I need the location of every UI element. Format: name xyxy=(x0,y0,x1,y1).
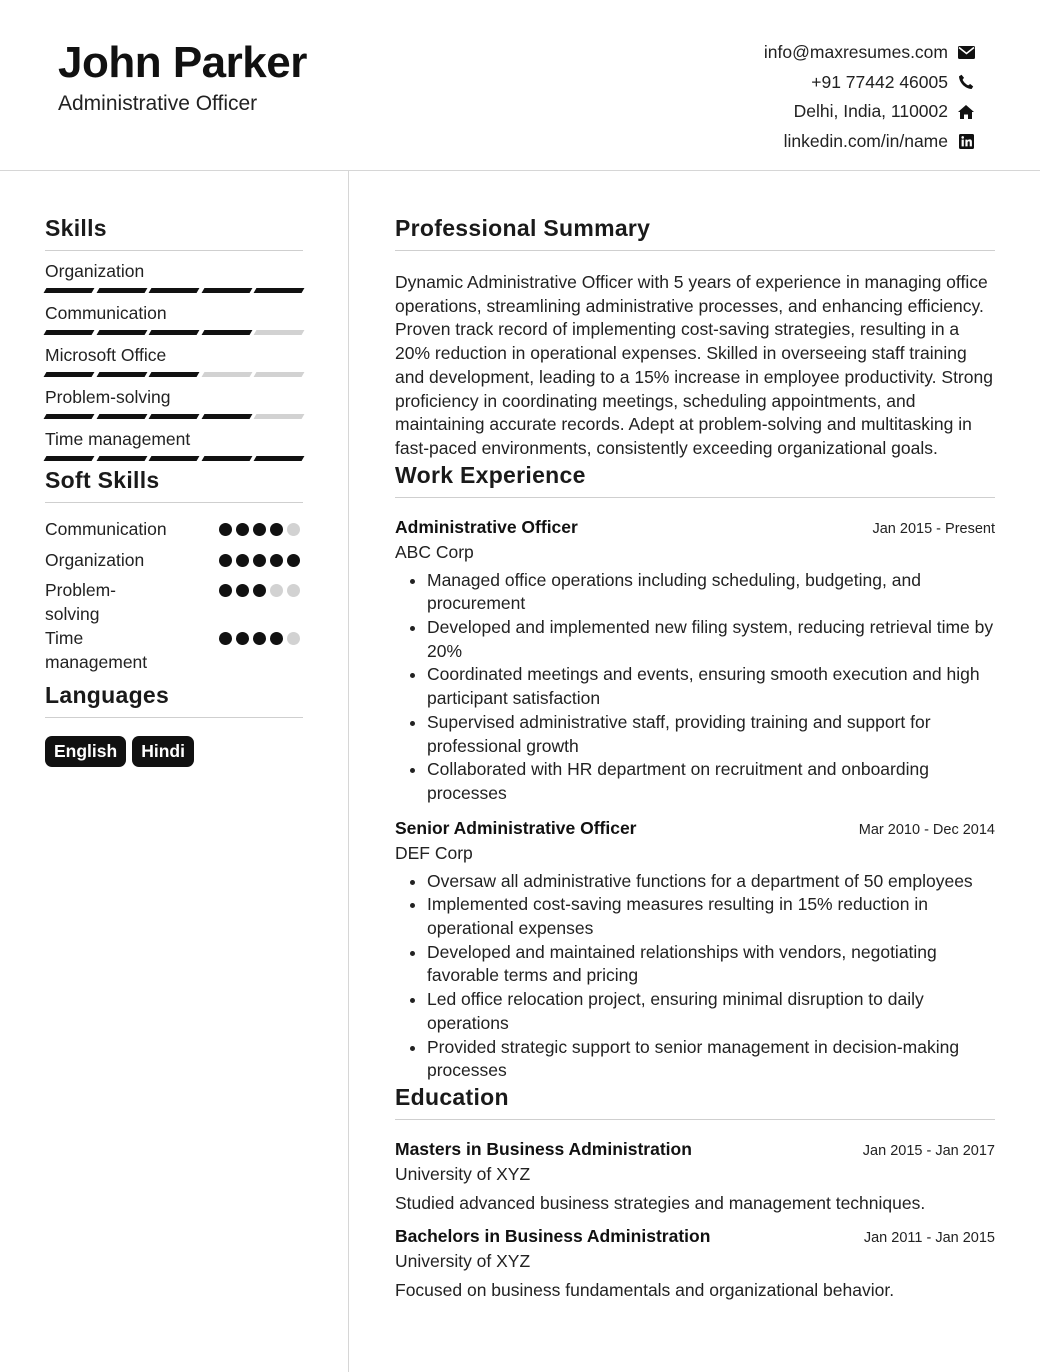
rating-dot xyxy=(236,523,249,536)
rating-dot xyxy=(219,584,232,597)
contact-email-text: info@maxresumes.com xyxy=(763,42,948,63)
rating-dot xyxy=(236,554,249,567)
soft-skills-heading: Soft Skills xyxy=(45,467,303,503)
contact-phone[interactable] xyxy=(764,68,976,98)
rating-dot xyxy=(287,554,300,567)
skill-name: Organization xyxy=(45,261,145,281)
job-entry xyxy=(395,517,995,806)
skill-level-segment xyxy=(254,372,304,377)
soft-skill-name: Time management xyxy=(45,628,148,672)
job-bullet: • Supervised administrative staff, providing training and support for professional growth xyxy=(427,711,995,758)
soft-skills-list xyxy=(45,517,303,674)
skill-name: Time management xyxy=(45,429,191,449)
skill-level-segment xyxy=(149,288,199,293)
skill-level-bar xyxy=(45,330,303,335)
job-title: Senior Administrative Officer xyxy=(395,817,637,838)
linkedin-icon xyxy=(956,134,976,149)
soft-skill-item xyxy=(45,626,303,674)
job-company: DEF Corp xyxy=(395,842,473,863)
skill-level-segment xyxy=(201,414,251,419)
skill-item xyxy=(45,429,303,461)
rating-dot xyxy=(253,523,266,536)
skill-level-segment xyxy=(254,414,304,419)
skill-level-segment xyxy=(44,288,94,293)
rating-dot xyxy=(253,584,266,597)
skill-level-segment xyxy=(96,414,146,419)
skill-level-segment xyxy=(44,456,94,461)
rating-dot xyxy=(287,632,300,645)
skill-item xyxy=(45,387,303,419)
rating-dot xyxy=(219,523,232,536)
skill-level-segment xyxy=(96,330,146,335)
skill-item xyxy=(45,303,303,335)
skill-level-segment xyxy=(201,288,251,293)
skill-level-segment xyxy=(201,372,251,377)
skill-name: Problem-solving xyxy=(45,387,171,407)
job-title: Administrative Officer xyxy=(395,516,578,537)
contact-location xyxy=(764,97,976,127)
skill-level-segment xyxy=(201,456,251,461)
soft-skill-rating xyxy=(219,554,300,567)
job-bullets xyxy=(395,569,995,806)
contact-phone-text: +91 77442 46005 xyxy=(811,71,948,92)
skills-heading: Skills xyxy=(45,215,303,251)
job-bullet: • Managed office operations including scheduling, budgeting, and procurement xyxy=(427,569,995,616)
rating-dot xyxy=(236,584,249,597)
job-bullet: • Implemented cost-saving measures resulting in 15% reduction in operational expenses xyxy=(427,893,995,940)
skill-level-segment xyxy=(44,330,94,335)
rating-dot xyxy=(270,584,283,597)
skill-level-segment xyxy=(201,330,251,335)
candidate-role: Administrative Officer xyxy=(58,92,258,115)
job-entry xyxy=(395,818,995,1083)
languages-list xyxy=(45,736,303,767)
education-date: Jan 2015 - Jan 2017 xyxy=(862,1142,995,1159)
rating-dot xyxy=(253,632,266,645)
experience-heading: Work Experience xyxy=(395,462,995,498)
skill-level-segment xyxy=(254,456,304,461)
job-company: ABC Corp xyxy=(395,541,474,562)
rating-dot xyxy=(236,632,249,645)
skill-item xyxy=(45,345,303,377)
job-bullet: • Developed and maintained relationships with vendors, negotiating favorable terms and pricing xyxy=(427,941,995,988)
soft-skill-rating xyxy=(219,632,300,645)
skill-level-segment xyxy=(44,372,94,377)
education-school: University of XYZ xyxy=(395,1250,531,1271)
contact-location-text: Delhi, India, 110002 xyxy=(793,101,948,122)
soft-skill-name: Problem-solving xyxy=(45,580,116,624)
summary-text: Dynamic Administrative Officer with 5 years of experience in managing office operations, streamlining administrative processes, and enhancing efficiency. Proven track record of implementing cost-saving strategies, resulting in a 20% reduction in operational expenses. Skilled in overseeing staff training and development, leading to a 15% increase in employee productivity. Strong proficiency in coordinating meetings, scheduling appointments, and maintaining accurate records. Adept at problem-solving and multitasking in fast-paced environments, consistently exceeding organizational goals. xyxy=(395,272,993,458)
job-date: Jan 2015 - Present xyxy=(872,520,995,537)
sidebar xyxy=(45,215,303,767)
skill-level-segment xyxy=(149,372,199,377)
contact-linkedin-text: linkedin.com/in/name xyxy=(783,130,948,151)
soft-skill-rating xyxy=(219,523,300,536)
home-icon xyxy=(956,104,976,120)
skill-item xyxy=(45,261,303,293)
skill-level-segment xyxy=(149,456,199,461)
job-bullets xyxy=(395,870,995,1083)
languages-heading: Languages xyxy=(45,682,303,718)
skill-level-bar xyxy=(45,456,303,461)
soft-skill-name: Organization xyxy=(45,549,145,570)
soft-skill-rating xyxy=(219,584,300,597)
education-description: Studied advanced business strategies and management techniques. xyxy=(395,1192,926,1213)
job-bullet: • Led office relocation project, ensuring minimal disruption to daily operations xyxy=(427,988,995,1035)
skill-name: Communication xyxy=(45,303,167,323)
column-divider xyxy=(348,171,349,1372)
skill-level-segment xyxy=(96,372,146,377)
main-content xyxy=(395,215,995,1301)
rating-dot xyxy=(287,523,300,536)
skill-level-bar xyxy=(45,372,303,377)
soft-skill-item xyxy=(45,548,303,579)
language-badge: Hindi xyxy=(132,736,194,767)
job-bullet: • Coordinated meetings and events, ensuring smooth execution and high participant satisfaction xyxy=(427,663,995,710)
soft-skill-item xyxy=(45,517,303,548)
rating-dot xyxy=(219,554,232,567)
rating-dot xyxy=(270,523,283,536)
skills-list xyxy=(45,261,303,461)
rating-dot xyxy=(219,632,232,645)
contact-linkedin[interactable] xyxy=(764,127,976,157)
education-entry xyxy=(395,1226,995,1301)
skill-level-segment xyxy=(44,414,94,419)
skill-level-segment xyxy=(254,288,304,293)
phone-icon xyxy=(956,74,976,90)
skill-level-segment xyxy=(96,288,146,293)
job-bullet: • Provided strategic support to senior management in decision-making processes xyxy=(427,1036,995,1083)
contact-block xyxy=(764,38,976,156)
skill-level-bar xyxy=(45,288,303,293)
skill-level-bar xyxy=(45,414,303,419)
rating-dot xyxy=(270,554,283,567)
job-bullet: • Developed and implemented new filing system, reducing retrieval time by 20% xyxy=(427,616,995,663)
soft-skill-item xyxy=(45,578,303,626)
skill-level-segment xyxy=(254,330,304,335)
summary-heading: Professional Summary xyxy=(395,215,995,251)
rating-dot xyxy=(287,584,300,597)
soft-skill-name: Communication xyxy=(45,519,167,539)
education-date: Jan 2011 - Jan 2015 xyxy=(863,1229,995,1246)
contact-email[interactable] xyxy=(764,38,976,68)
education-entry xyxy=(395,1139,995,1214)
skill-level-segment xyxy=(149,414,199,419)
education-degree: Masters in Business Administration xyxy=(395,1138,692,1159)
education-school: University of XYZ xyxy=(395,1163,531,1184)
education-description: Focused on business fundamentals and organizational behavior. xyxy=(395,1279,895,1300)
job-date: Mar 2010 - Dec 2014 xyxy=(858,821,995,838)
skill-level-segment xyxy=(149,330,199,335)
skill-name: Microsoft Office xyxy=(45,345,167,365)
rating-dot xyxy=(253,554,266,567)
rating-dot xyxy=(270,632,283,645)
resume-header xyxy=(0,0,1040,171)
envelope-icon xyxy=(956,46,976,59)
job-bullet: • Collaborated with HR department on recruitment and onboarding processes xyxy=(427,758,995,805)
skill-level-segment xyxy=(96,456,146,461)
language-badge: English xyxy=(45,736,126,767)
education-degree: Bachelors in Business Administration xyxy=(395,1225,711,1246)
candidate-name: John Parker xyxy=(58,38,307,87)
job-bullet: • Oversaw all administrative functions for a department of 50 employees xyxy=(427,870,995,894)
education-heading: Education xyxy=(395,1084,995,1120)
